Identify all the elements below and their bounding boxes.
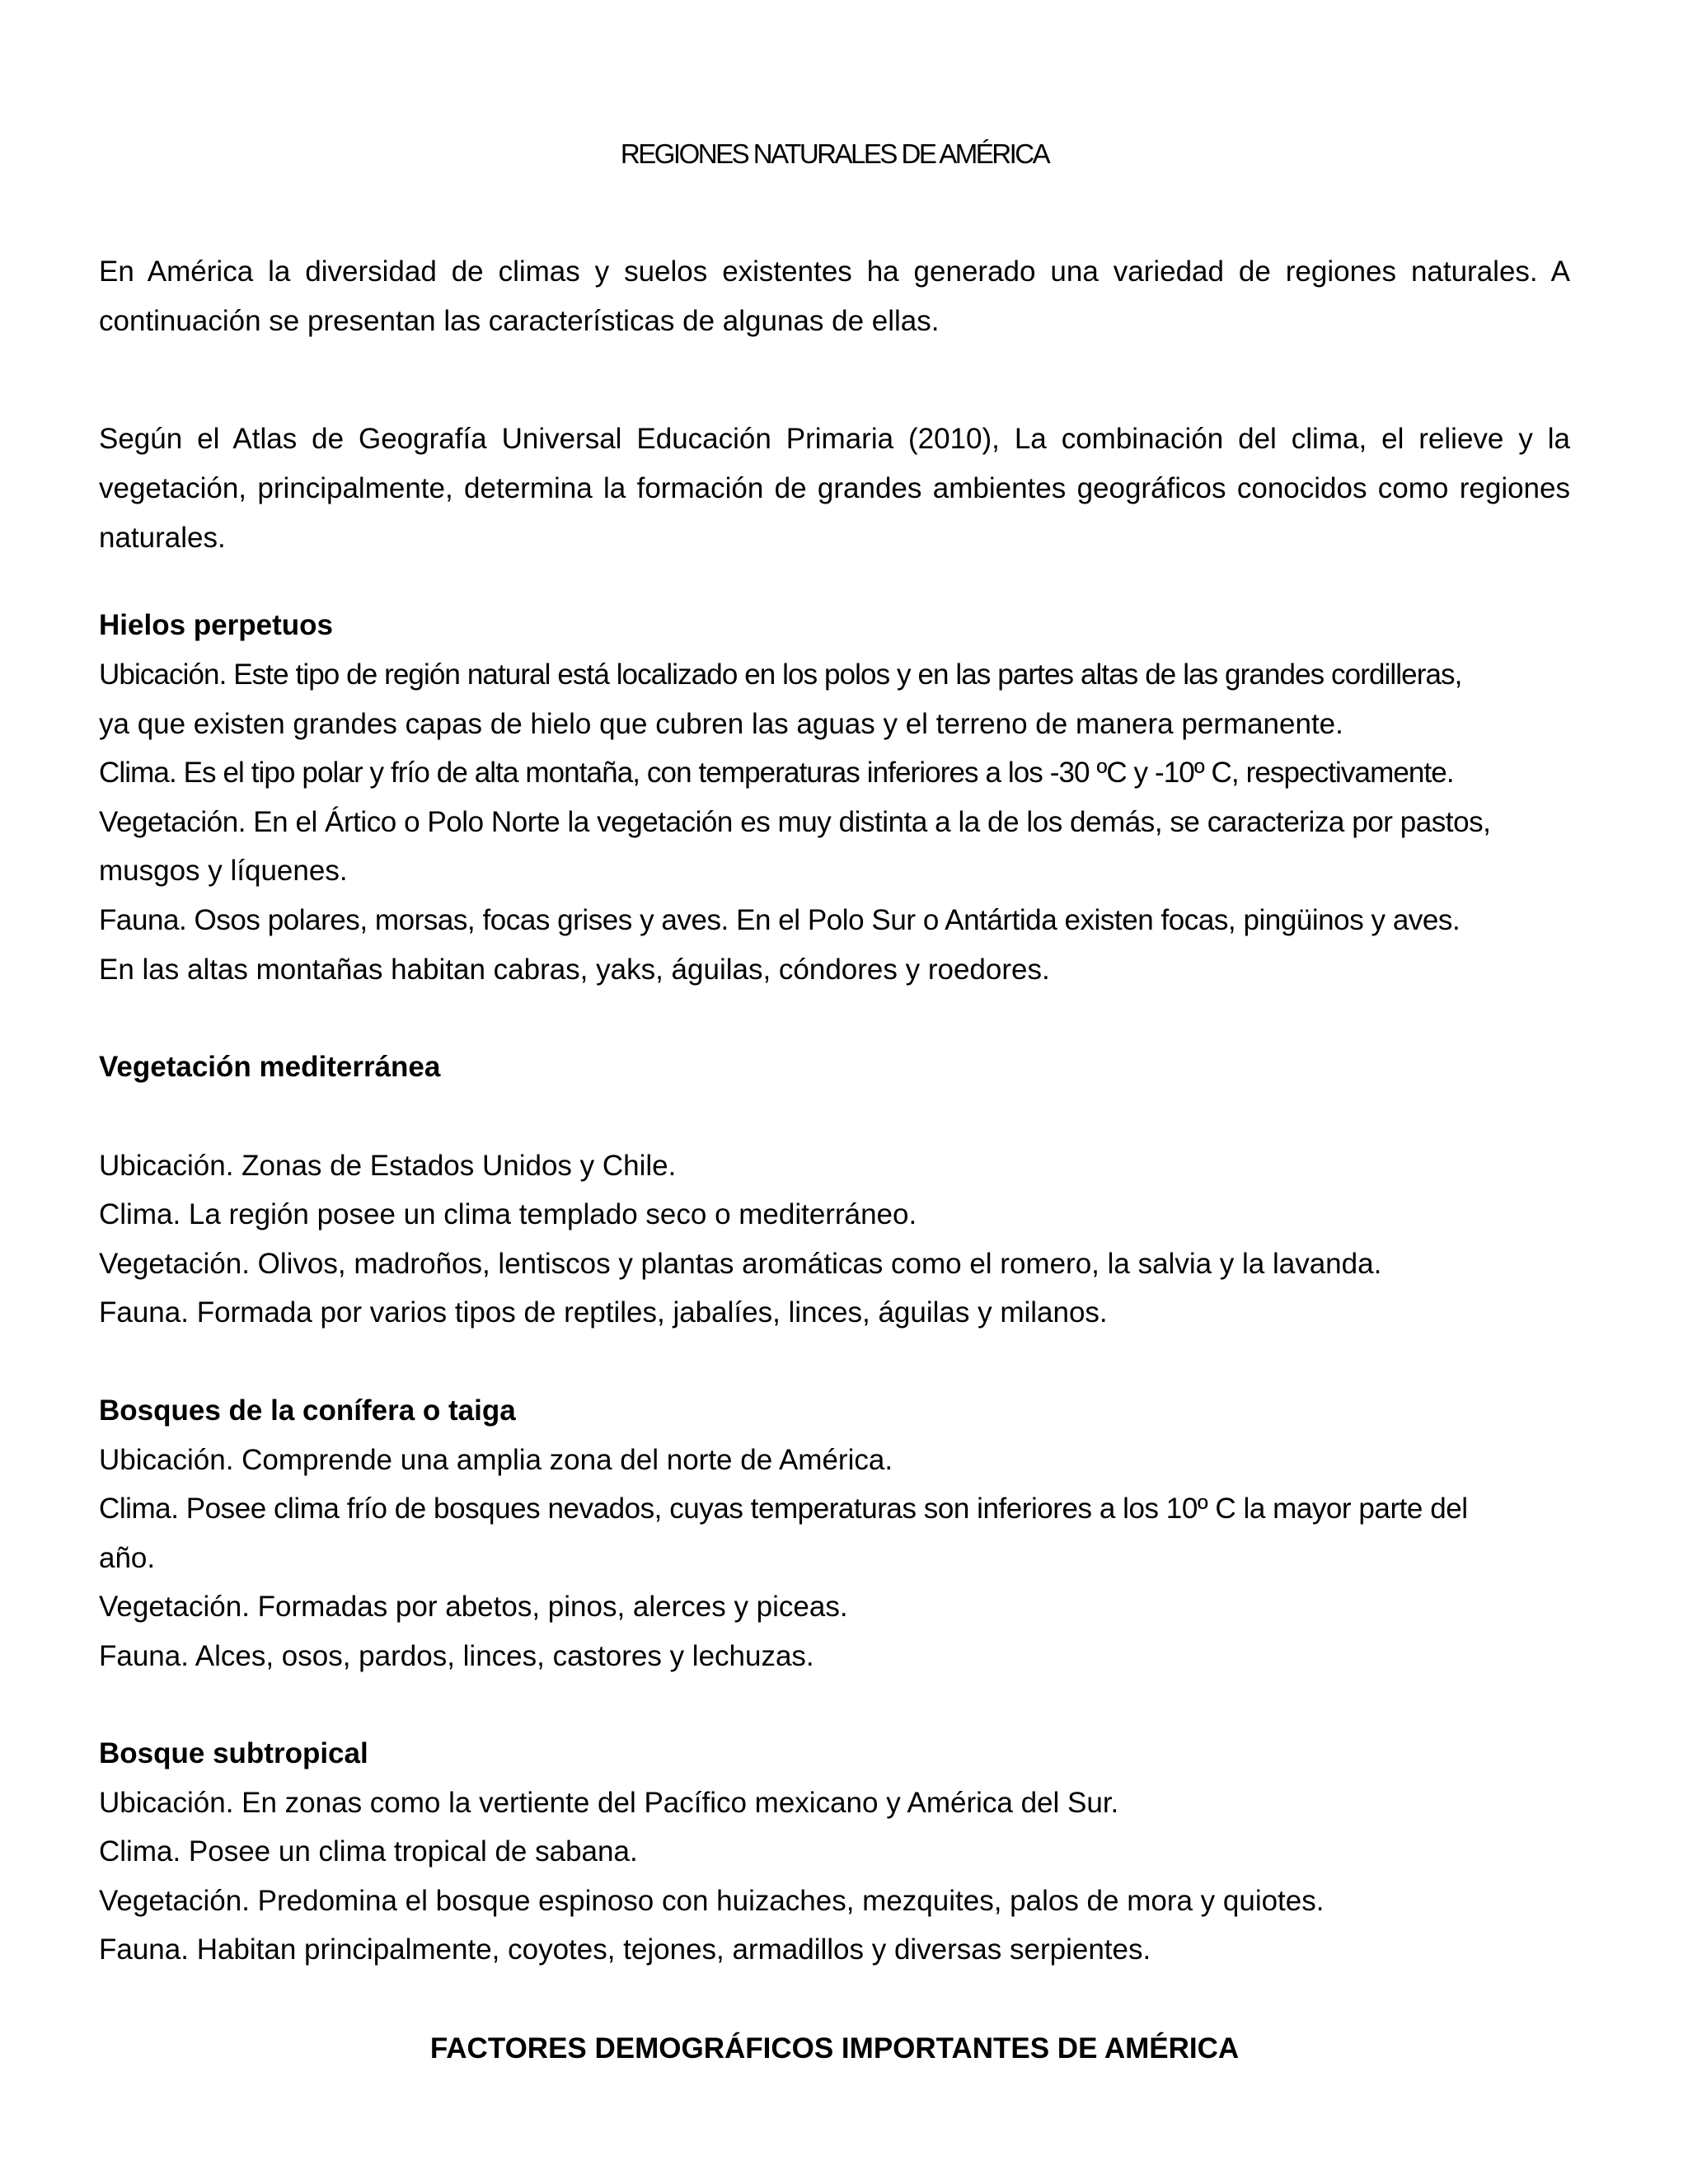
section-line: Ubicación. En zonas como la vertiente del Pacífico mexicano y América del Sur. xyxy=(99,1787,1119,1819)
section-line: Fauna. Osos polares, morsas, focas grises y aves. En el Polo Sur o Antártida existen focas, pingüinos y aves. xyxy=(99,904,1461,936)
section-line: Fauna. Formada por varios tipos de reptiles, jabalíes, linces, águilas y milanos. xyxy=(99,1296,1108,1329)
section-line: Clima. La región posee un clima templado seco o mediterráneo. xyxy=(99,1198,917,1230)
page-title: REGIONES NATURALES DE AMÉRICA xyxy=(620,138,1049,169)
section-line: Vegetación. Olivos, madroños, lentiscos y plantas aromáticas como el romero, la salvia y la lavanda. xyxy=(99,1248,1382,1280)
next-section-title: FACTORES DEMOGRÁFICOS IMPORTANTES DE AMÉRICA xyxy=(429,2032,1240,2064)
section-heading-hielos-perpetuos: Hielos perpetuos xyxy=(99,609,333,641)
section-line: Fauna. Habitan principalmente, coyotes, tejones, armadillos y diversas serpientes. xyxy=(99,1933,1151,1966)
section-heading-bosques-conifera: Bosques de la conífera o taiga xyxy=(99,1394,516,1427)
section-line: Clima. Es el tipo polar y frío de alta montaña, con temperaturas inferiores a los -30 ºC y -10º C, respectivamente. xyxy=(99,757,1454,789)
section-line: Fauna. Alces, osos, pardos, linces, castores y lechuzas. xyxy=(99,1640,814,1672)
section-heading-bosque-subtropical: Bosque subtropical xyxy=(99,1737,368,1769)
intro-paragraph-1: En América la diversidad de climas y suelos existentes ha generado una variedad de regiones naturales. A continuación se presentan las características de algunas de ellas. xyxy=(99,255,1570,337)
section-line: Ubicación. Comprende una amplia zona del norte de América. xyxy=(99,1444,893,1476)
section-line: año. xyxy=(99,1542,156,1574)
section-line: Ubicación. Este tipo de región natural está localizado en los polos y en las partes altas de las grandes cordilleras, xyxy=(99,658,1462,691)
intro-paragraph-2: Según el Atlas de Geografía Universal Educación Primaria (2010), La combinación del clima, el relieve y la vegetación, principalmente, determina la formación de grandes ambientes geográficos conocidos como regiones naturales. xyxy=(99,423,1570,554)
section-heading-vegetacion-mediterranea: Vegetación mediterránea xyxy=(99,1051,441,1083)
section-line: musgos y líquenes. xyxy=(99,855,348,887)
section-line: Clima. Posee clima frío de bosques nevados, cuyas temperaturas son inferiores a los 10º C la mayor parte del xyxy=(99,1493,1468,1525)
section-line: Clima. Posee un clima tropical de sabana. xyxy=(99,1835,638,1868)
section-line: Ubicación. Zonas de Estados Unidos y Chile. xyxy=(99,1150,677,1182)
section-line: ya que existen grandes capas de hielo que cubren las aguas y el terreno de manera permanente. xyxy=(99,708,1343,740)
section-line: Vegetación. Formadas por abetos, pinos, alerces y piceas. xyxy=(99,1591,848,1623)
section-line: Vegetación. En el Ártico o Polo Norte la vegetación es muy distinta a la de los demás, se caracteriza por pastos, xyxy=(99,806,1491,838)
section-line: En las altas montañas habitan cabras, yaks, águilas, cóndores y roedores. xyxy=(99,954,1050,986)
section-line: Vegetación. Predomina el bosque espinoso con huizaches, mezquites, palos de mora y quiotes. xyxy=(99,1885,1325,1917)
